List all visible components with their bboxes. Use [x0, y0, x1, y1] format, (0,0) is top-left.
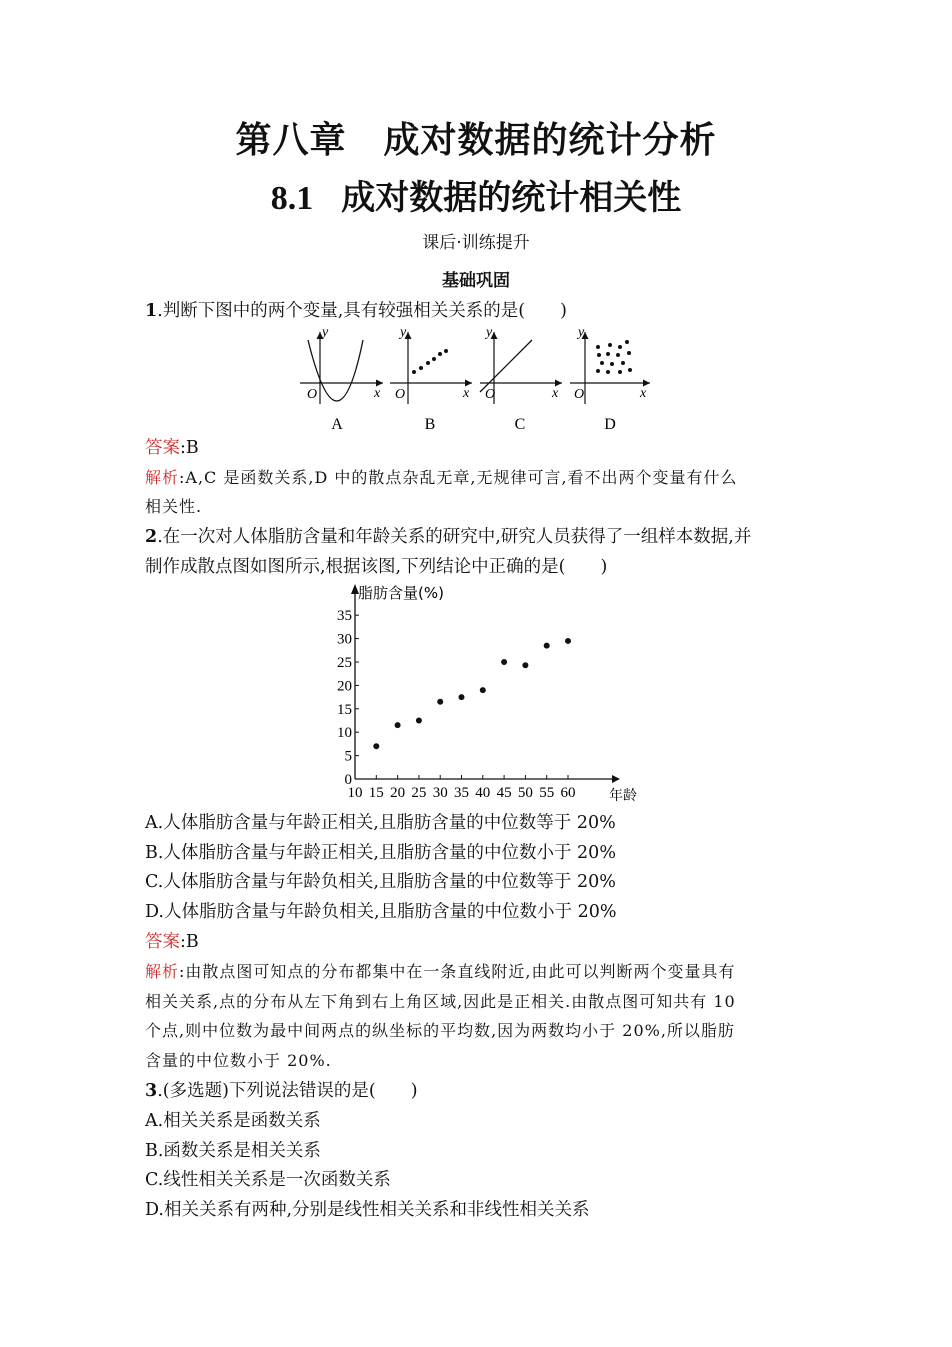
- q2-option-c: C.人体脂肪含量与年龄负相关,且脂肪含量的中位数等于 20%: [145, 872, 616, 892]
- q1-explanation-text-1: :A,C 是函数关系,D 中的散点杂乱无章,无规律可言,看不出两个变量有什么: [179, 468, 738, 487]
- q1-answer-value: :B: [180, 438, 199, 458]
- q1-label-c: C: [514, 416, 526, 433]
- section-title: [0, 170, 952, 219]
- chart-x-axis-label: 年龄: [609, 788, 637, 804]
- q1-explanation-label: 解析: [145, 468, 180, 487]
- chart-x-tick-label: 45: [496, 785, 512, 801]
- chart-axes: [351, 584, 620, 783]
- q1-label-d: D: [604, 416, 616, 433]
- q1-answer-label: 答案: [145, 438, 180, 458]
- q1-b-x-label: x: [463, 386, 470, 401]
- q1-label-b: B: [424, 416, 436, 433]
- q2-number: 2: [145, 527, 158, 547]
- q1-d-y-label: y: [578, 325, 585, 340]
- q3-option-d: D.相关关系有两种,分别是线性相关关系和非线性相关关系: [145, 1200, 590, 1220]
- chart-x-tick-label: 10: [347, 785, 363, 801]
- chart-y-tick-label: 30: [337, 631, 352, 648]
- chart-y-axis-label: 脂肪含量(%): [358, 584, 444, 602]
- q1-label-a: A: [331, 416, 343, 433]
- chart-x-tick-label: 25: [411, 785, 427, 801]
- q1-c-y-label: y: [486, 325, 493, 340]
- chart-point: [480, 687, 486, 693]
- q2-stem-line-2: 制作成散点图如图所示,根据该图,下列结论中正确的是( ): [145, 557, 608, 577]
- chart-y-tick-label: 25: [337, 655, 352, 671]
- q1-explanation-line-2: 相关性.: [145, 497, 203, 516]
- chart-point: [501, 659, 507, 665]
- chart-x-tick-label: 30: [432, 785, 448, 801]
- q2-explanation-line-2: 相关关系,点的分布从左下角到右上角区域,因此是正相关.由散点图可知共有 10: [145, 992, 736, 1011]
- subtitle: 课后·训练提升: [422, 233, 530, 253]
- q1-number: 1: [145, 301, 158, 321]
- chart-y-tick-label: 15: [337, 701, 352, 718]
- chart-point: [522, 662, 528, 668]
- chart-ticks: [337, 608, 576, 801]
- q1-b-origin: O: [395, 387, 406, 402]
- q1-graph-c: [480, 325, 562, 433]
- chart-x-tick-label: 20: [390, 785, 406, 801]
- chart-y-tick-label: 0: [344, 772, 352, 788]
- section-title-text: 成对数据的统计相关性: [341, 178, 682, 218]
- q1-answer: [145, 433, 810, 463]
- q2-explanation-line-3: 个点,则中位数为最中间两点的纵坐标的平均数,因为两数均小于 20%,所以脂肪: [145, 1021, 735, 1040]
- q3-option-c: C.线性相关关系是一次函数关系: [145, 1170, 391, 1190]
- q3-stem-text: .(多选题)下列说法错误的是( ): [157, 1081, 418, 1101]
- q2-option-d: D.人体脂肪含量与年龄负相关,且脂肪含量的中位数小于 20%: [145, 902, 617, 922]
- q1-c-origin: O: [485, 387, 496, 402]
- chart-point: [437, 699, 443, 705]
- chart-x-tick-label: 50: [517, 785, 533, 801]
- q1-explanation-line-1: [145, 463, 810, 493]
- q2-option-b: B.人体脂肪含量与年龄正相关,且脂肪含量的中位数小于 20%: [145, 843, 616, 863]
- q2-scatter-chart: [320, 578, 640, 808]
- chart-x-tick-label: 15: [368, 785, 384, 801]
- q1-a-origin: O: [307, 387, 318, 402]
- q3-stem: [145, 1076, 810, 1106]
- chart-points: [373, 638, 571, 749]
- q1-a-x-label: x: [374, 386, 381, 401]
- chart-x-tick-label: 35: [454, 785, 469, 801]
- chart-y-tick-label: 20: [337, 678, 352, 695]
- q1-c-x-label: x: [552, 386, 559, 401]
- chart-y-tick-label: 10: [337, 725, 352, 742]
- q2-explanation-line-4: 含量的中位数小于 20%.: [145, 1051, 332, 1070]
- q2-explanation-text-1: :由散点图可知点的分布都集中在一条直线附近,由此可以判断两个变量具有: [179, 962, 736, 981]
- q1-graph-d: [570, 325, 650, 433]
- chart-x-axis-arrow: [612, 775, 620, 783]
- q2-explanation-label: 解析: [145, 962, 180, 981]
- chart-point: [416, 718, 422, 724]
- chart-y-tick-label: 5: [344, 748, 352, 765]
- chart-x-tick-label: 60: [560, 785, 576, 801]
- q2-option-a: A.人体脂肪含量与年龄正相关,且脂肪含量的中位数等于 20%: [145, 813, 616, 833]
- q2-answer-value: :B: [180, 932, 199, 952]
- chart-point: [565, 638, 571, 644]
- q2-stem-text-1: .在一次对人体脂肪含量和年龄关系的研究中,研究人员获得了一组样本数据,并: [157, 527, 752, 547]
- q2-stem-line-1: [145, 522, 810, 552]
- q1-graph-b: [390, 325, 472, 433]
- q1-stem-text: .判断下图中的两个变量,具有较强相关关系的是( ): [157, 301, 567, 321]
- q1-b-y-label: y: [400, 325, 407, 340]
- chart-x-tick-label: 40: [475, 785, 491, 801]
- q3-option-b: B.函数关系是相关关系: [145, 1141, 321, 1161]
- q1-a-y-label: y: [322, 325, 329, 340]
- chart-point: [395, 722, 401, 728]
- part-title: 基础巩固: [442, 271, 510, 291]
- chapter-title: 第八章 成对数据的统计分析: [235, 120, 717, 161]
- q3-number: 3: [145, 1081, 158, 1101]
- chart-point: [544, 643, 550, 649]
- q1-graph-a: [300, 325, 383, 433]
- q1-d-origin: O: [574, 387, 585, 402]
- q1-graphs: [290, 322, 670, 437]
- q1-d-x-label: x: [640, 386, 647, 401]
- q3-option-a: A.相关关系是函数关系: [145, 1111, 321, 1131]
- chart-point: [459, 694, 465, 700]
- chart-point: [373, 743, 379, 749]
- section-number: 8.1: [270, 180, 314, 217]
- chart-y-tick-label: 35: [337, 608, 352, 625]
- chart-x-tick-label: 55: [539, 785, 555, 801]
- q2-explanation-line-1: [145, 957, 810, 987]
- q2-answer: [145, 927, 810, 957]
- q2-answer-label: 答案: [145, 932, 180, 952]
